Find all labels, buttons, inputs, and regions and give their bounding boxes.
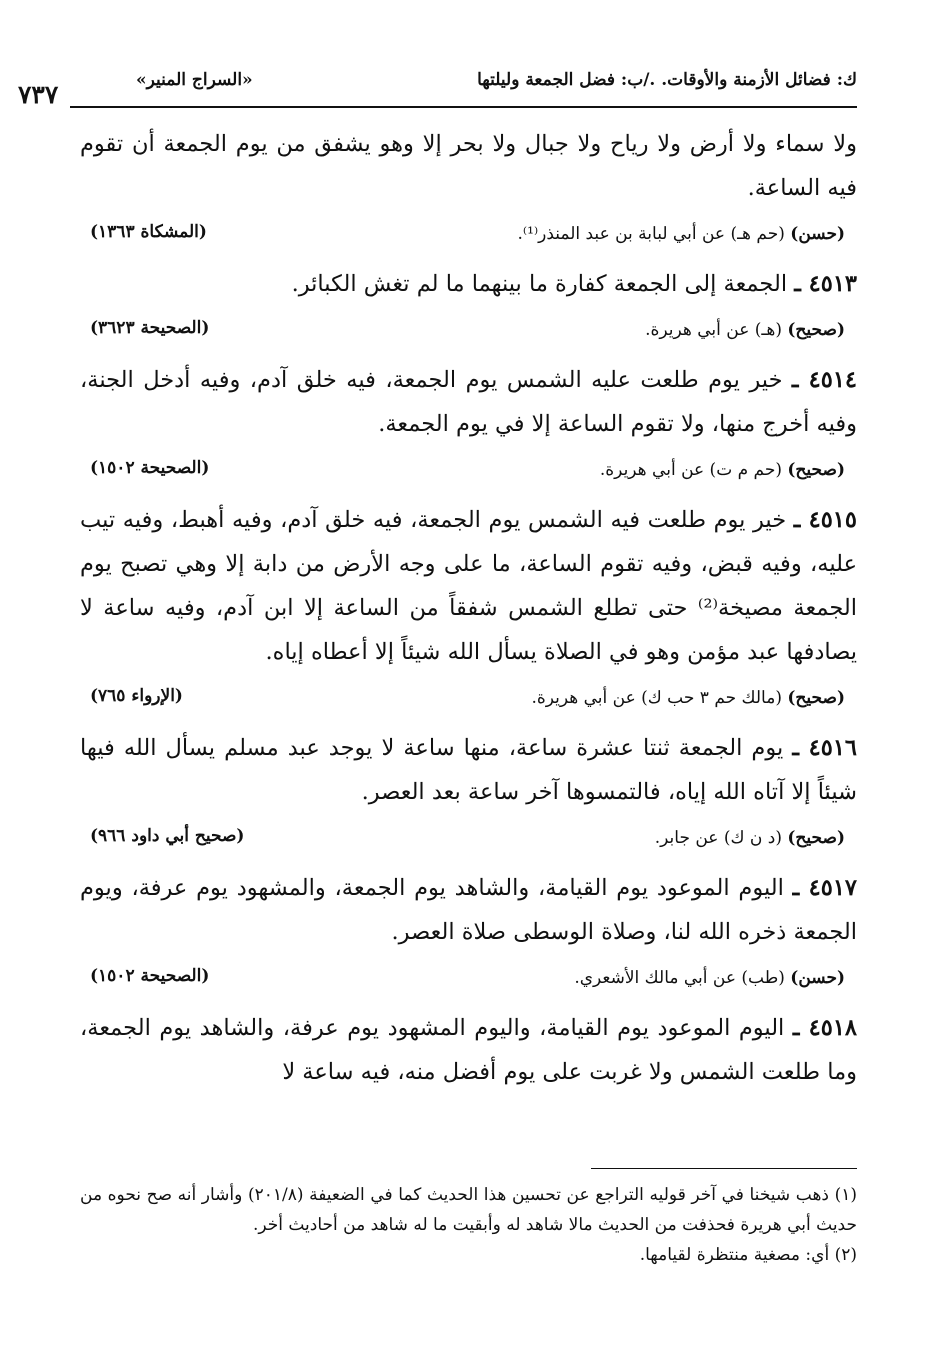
hadith-text: اليوم الموعود يوم القيامة، واليوم المشهود يوم عرفة، والشاهد يوم الجمعة، وما طلعت الشمس ولا غربت على يوم أفضل منه، فيه ساعة لا: [80, 1015, 857, 1085]
hadith-number: ٤٥١٥ ـ: [793, 507, 857, 533]
narrator-text: (هـ) عن أبي هريرة.: [645, 320, 788, 340]
continued-hadith-text: ولا سماء ولا أرض ولا رياح ولا جبال ولا بحر إلا وهو يشفق من يوم الجمعة أن تقوم فيه الساعة.: [80, 131, 857, 201]
grade-label: (صحيح): [787, 688, 845, 708]
source-text: [600, 460, 845, 480]
reference-label: (الإرواء ٧٦٥): [90, 686, 183, 706]
source-text: [518, 224, 845, 244]
hadith-4517: [80, 866, 857, 954]
grade-label: (صحيح): [787, 828, 845, 848]
source-text: [645, 320, 845, 340]
page-number: ٧٣٧: [18, 80, 59, 109]
header-book-title: «السراج المنير»: [136, 70, 253, 90]
grade-label: (صحيح): [787, 320, 845, 340]
narrator-text: (مالك حم ٣ حب ك) عن أبي هريرة.: [531, 688, 788, 708]
narrator-text: (حم م ت) عن أبي هريرة.: [599, 460, 788, 480]
hadith-text: خير يوم طلعت عليه الشمس يوم الجمعة، فيه خلق آدم، وفيه أدخل الجنة، وفيه أخرج منها، ولا تقوم الساعة إلا في يوم الجمعة.: [80, 367, 857, 437]
footnotes: [80, 1180, 857, 1270]
grade-label: (حسن): [790, 968, 845, 988]
hadith-source: [80, 310, 857, 354]
narrator-text: (د ن ك) عن جابر.: [654, 828, 788, 848]
hadith-text: الجمعة إلى الجمعة كفارة ما بينهما ما لم تغش الكبائر.: [291, 271, 795, 297]
reference-label: (الصحيحة ٣٦٢٣): [90, 318, 210, 338]
hadith-number: ٤٥١٤ ـ: [791, 367, 857, 393]
reference-label: (صحيح أبي داود ٩٦٦): [90, 826, 245, 846]
hadith-text: خير يوم طلعت فيه الشمس يوم الجمعة، فيه خلق آدم، وفيه أهبط، وفيه تيب عليه، وفيه قبض، وفيه تقوم الساعة، ما على وجه الأرض من دابة إلا وهي تصبح يوم الجمعة مصيخة⁽²⁾ حتى تطلع الشمس شفقاً من الساعة إلا ابن آدم، وفيه ساعة لا يصادفها عبد مؤمن وهو في الصلاة يسأل الله شيئاً إلا أعطاه إياه.: [80, 507, 857, 665]
reference-label: (الصحيحة ١٥٠٢): [90, 966, 210, 986]
hadith-4514: [80, 358, 857, 446]
narrator-text: (طب) عن أبي مالك الأشعري.: [574, 968, 791, 988]
grade-label: (صحيح): [787, 460, 845, 480]
narrator-text: (حم هـ) عن أبي لبابة بن عبد المنذر⁽¹⁾.: [517, 224, 791, 244]
source-text: [655, 828, 845, 848]
grade-label: (حسن): [790, 224, 845, 244]
footnote-divider: [591, 1168, 857, 1169]
hadith-number: ٤٥١٣ ـ: [794, 271, 857, 297]
hadith-text: اليوم الموعود يوم القيامة، والشاهد يوم الجمعة، والمشهود يوم عرفة، ويوم الجمعة ذخره الله لنا، وصلاة الوسطى صلاة العصر.: [80, 875, 857, 945]
source-text: [574, 968, 845, 988]
continued-hadith-source: [80, 214, 857, 258]
footnote-2: (٢) أي: مصغية منتظرة لقيامها.: [639, 1245, 857, 1265]
page-content: [80, 122, 857, 1094]
hadith-source: [80, 818, 857, 862]
reference-label: (المشكاة ١٣٦٣): [90, 222, 207, 242]
hadith-source: [80, 678, 857, 722]
source-text: [531, 688, 845, 708]
hadith-text: يوم الجمعة ثنتا عشرة ساعة، منها ساعة لا يوجد عبد مسلم يسأل الله فيها شيئاً إلا آتاه الله إياه، فالتمسوها آخر ساعة بعد العصر.: [80, 735, 857, 805]
hadith-4513: [80, 262, 857, 306]
hadith-source: [80, 958, 857, 1002]
footnote-1: (١) ذهب شيخنا في آخر قوليه التراجع عن تحسين هذا الحديث كما في الضعيفة (٢٠١/٨) وأشار أنه صح نحوه من حديث أبي هريرة فحذفت من الحديث مالا شاهد له وأبقيت ما له شاهد من أحاديث أخر.: [80, 1185, 857, 1235]
reference-label: (الصحيحة ١٥٠٢): [90, 458, 210, 478]
hadith-4518: [80, 1006, 857, 1094]
hadith-number: ٤٥١٦ ـ: [792, 735, 857, 761]
header-divider: [70, 106, 857, 108]
hadith-number: ٤٥١٨ ـ: [792, 1015, 857, 1041]
hadith-4516: [80, 726, 857, 814]
header-chapter-title: ك: فضائل الأزمنة والأوقات. ./ب: فضل الجمعة وليلتها: [477, 70, 857, 90]
hadith-number: ٤٥١٧ ـ: [792, 875, 857, 901]
hadith-source: [80, 450, 857, 494]
hadith-4515: [80, 498, 857, 674]
running-header: [18, 66, 857, 109]
